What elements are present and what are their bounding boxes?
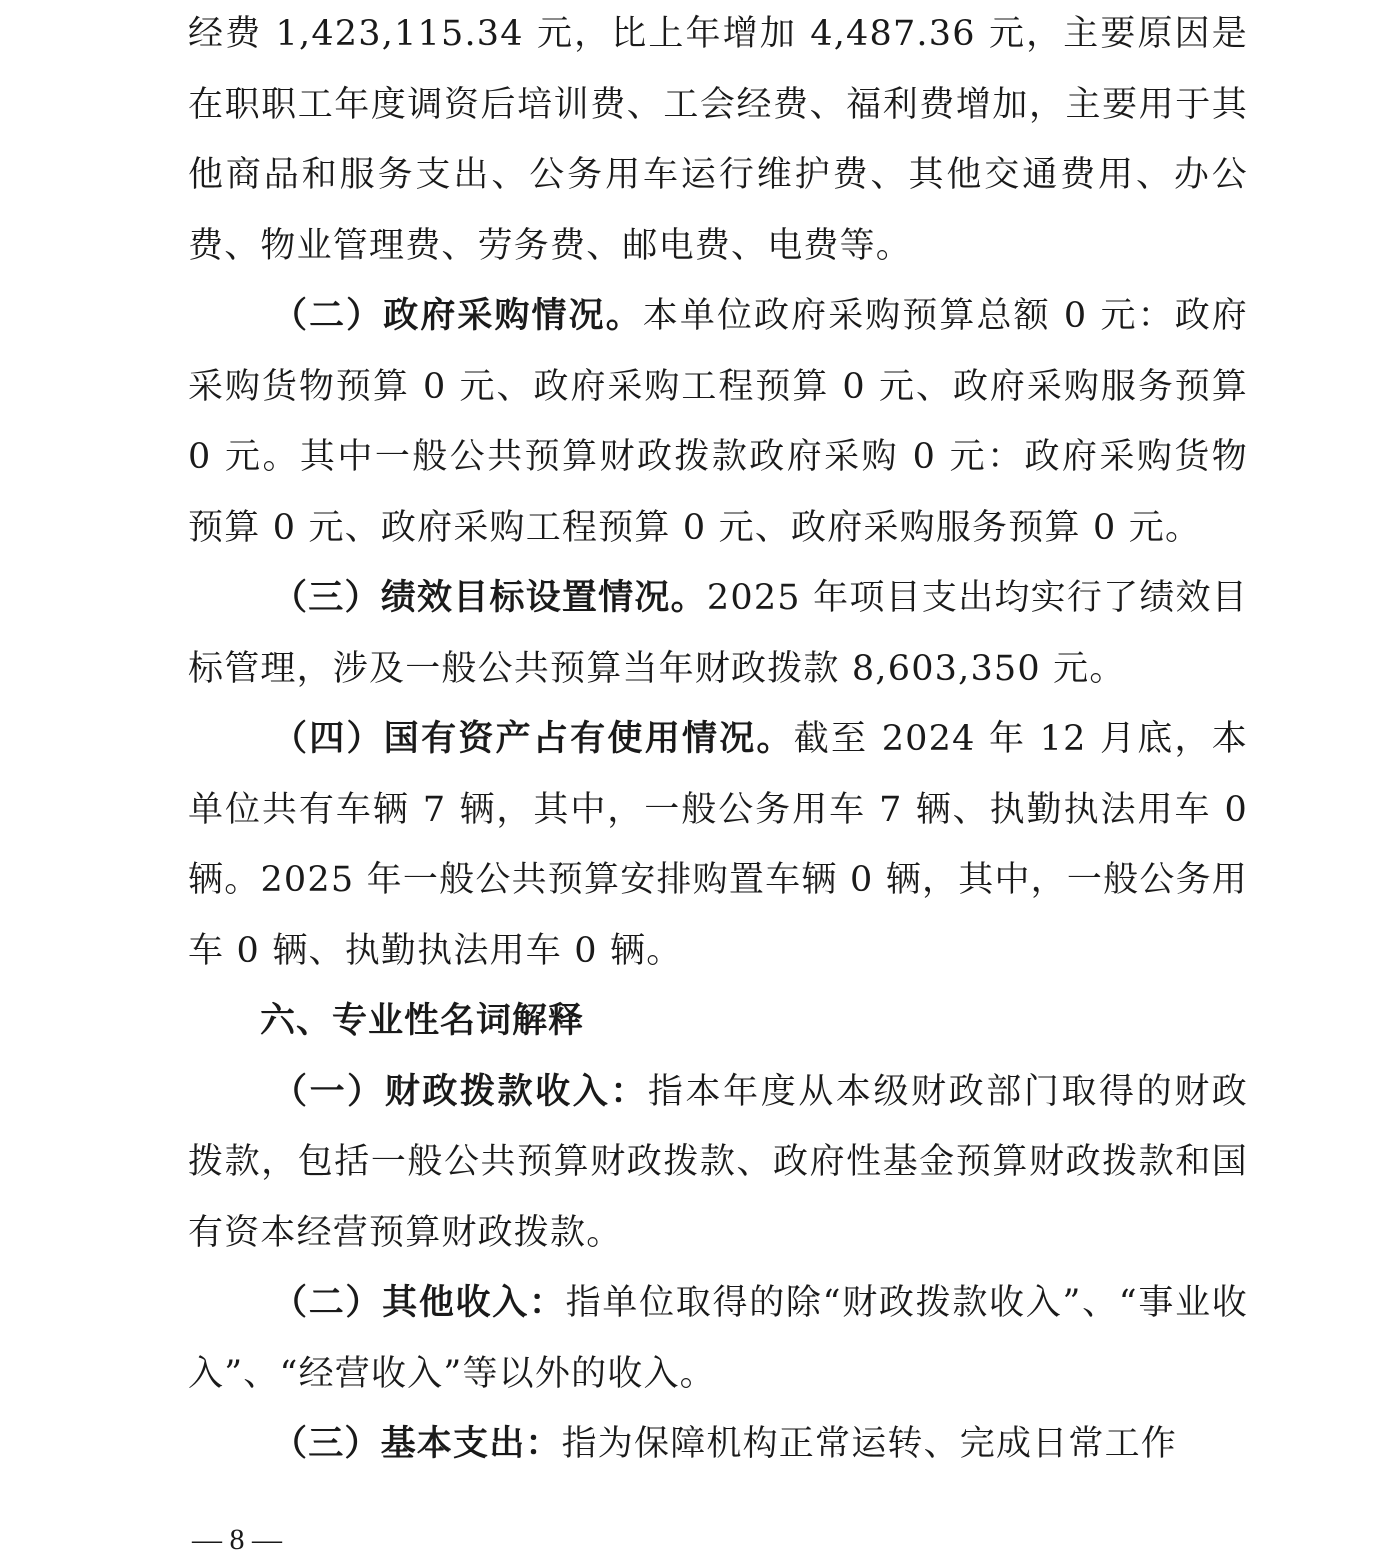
page-number: — 8 — bbox=[192, 1523, 282, 1556]
paragraph-text: 本单位政府采购预算总额 0 元：政府采购货物预算 0 元、政府采购工程预算 0 元、政府采购服务预算 0 元。其中一般公共预算财政拨款政府采购 0 元：政府采购货物预算 0 元、政府采购工程预算 0 元、政府采购服务预算 0 元。 bbox=[188, 296, 1248, 548]
definition-term: （一）财政拨款收入： bbox=[272, 1070, 648, 1112]
paragraph-lead: （三）绩效目标设置情况。 bbox=[272, 577, 707, 618]
section-heading: 六、专业性名词解释 bbox=[260, 1001, 585, 1041]
definition-other-income bbox=[188, 1268, 1248, 1409]
paragraph-text: 2025 年项目支出均实行了绩效目标管理，涉及一般公共预算当年财政拨款 8,603,350 元。 bbox=[188, 578, 1248, 689]
paragraph-lead: （二）政府采购情况。 bbox=[272, 295, 643, 336]
definition-text: 指单位取得的除“财政拨款收入”、“事业收入”、“经营收入”等以外的收入。 bbox=[188, 1283, 1248, 1394]
paragraph-performance-targets bbox=[188, 563, 1248, 704]
definition-term: （三）基本支出： bbox=[272, 1423, 562, 1464]
definition-text: 指为保障机构正常运转、完成日常工作 bbox=[561, 1424, 1178, 1464]
paragraph-expense-continued bbox=[188, 0, 1248, 281]
paragraph-text: 截至 2024 年 12 月底，本单位共有车辆 7 辆，其中，一般公务用车 7 辆、执勤执法用车 0 辆。2025 年一般公共预算安排购置车辆 0 辆，其中，一般公务用车 0 辆、执勤执法用车 0 辆。 bbox=[188, 719, 1248, 971]
definition-term: （二）其他收入： bbox=[272, 1282, 566, 1323]
paragraph-government-procurement bbox=[188, 281, 1248, 563]
definition-basic-expenditure bbox=[188, 1409, 1248, 1480]
document-page bbox=[188, 0, 1248, 1480]
definition-text: 指本年度从本级财政部门取得的财政拨款，包括一般公共预算财政拨款、政府性基金预算财政拨款和国有资本经营预算财政拨款。 bbox=[188, 1071, 1248, 1253]
paragraph-lead: （四）国有资产占有使用情况。 bbox=[272, 718, 794, 759]
paragraph-state-assets bbox=[188, 704, 1248, 986]
definition-fiscal-appropriation-income bbox=[188, 1057, 1248, 1269]
paragraph-text: 经费 1,423,115.34 元，比上年增加 4,487.36 元，主要原因是在职职工年度调资后培训费、工会经费、福利费增加，主要用于其他商品和服务支出、公务用车运行维护费、其他交通费用、办公费、物业管理费、劳务费、邮电费、电费等。 bbox=[188, 14, 1248, 266]
